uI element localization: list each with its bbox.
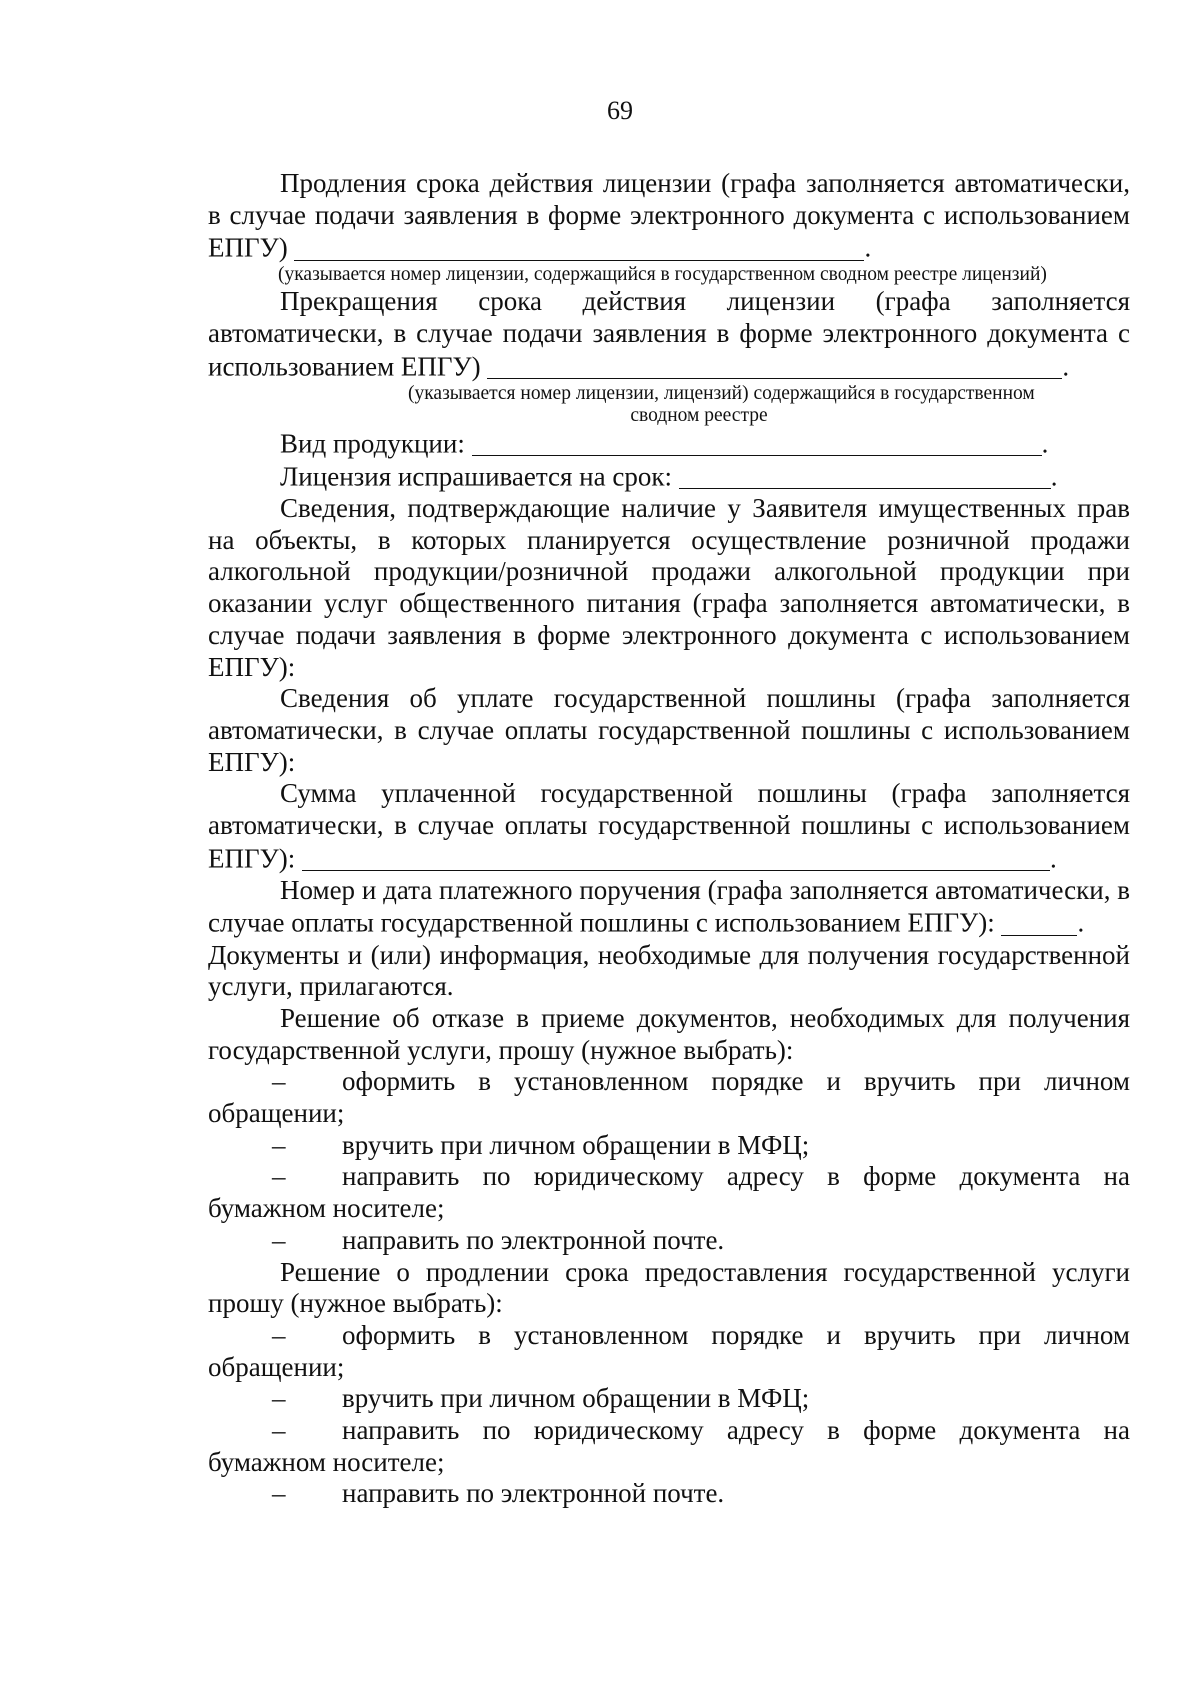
- footnote-registry-line2: сводном реестре: [630, 404, 768, 426]
- list-item: – направить по электронной почте.: [208, 1478, 1130, 1510]
- paragraph-refusal-decision: Решение об отказе в приеме документов, необходимых для получения государственной услуги, прошу (нужное выбрать):: [208, 1002, 1130, 1065]
- list-item: – оформить в установленном порядке и вручить при личном обращении;: [208, 1066, 1130, 1129]
- dash-marker: –: [272, 1161, 286, 1192]
- paragraph-text: Продления срока действия лицензии (графа заполняется автоматически, в случае подачи заявления в форме электронного документа с использованием ЕПГУ): [208, 168, 1130, 263]
- refusal-options-list: [208, 1066, 1130, 1256]
- dash-marker: –: [272, 1224, 286, 1255]
- dash-marker: –: [272, 1129, 286, 1160]
- paragraph-extension-decision: Решение о продлении срока предоставления государственной услуги прошу (нужное выбрать):: [208, 1256, 1130, 1319]
- fill-in-line: [487, 350, 1062, 379]
- extension-options-list: [208, 1320, 1130, 1510]
- paragraph-payment-order: Номер и дата платежного поручения (графа заполняется автоматически, в случае оплаты государственной пошлины с использованием ЕПГУ): .: [208, 874, 1130, 938]
- paragraph-fee-amount: Сумма уплаченной государственной пошлины (графа заполняется автоматически, в случае оплаты государственной пошлины с использованием ЕПГУ): .: [208, 778, 1130, 874]
- dash-marker: –: [272, 1478, 286, 1509]
- paragraph-product-type: Вид продукции: .: [280, 428, 1049, 459]
- list-item: – вручить при личном обращении в МФЦ;: [208, 1383, 1130, 1415]
- dash-marker: –: [272, 1319, 286, 1350]
- list-item: – направить по юридическому адресу в форме документа на бумажном носителе;: [208, 1161, 1130, 1224]
- list-item: – направить по электронной почте.: [208, 1225, 1130, 1257]
- paragraph-property-rights: Сведения, подтверждающие наличие у Заявителя имущественных прав на объекты, в которых планируется осуществление розничной продажи алкогольной продукции/розничной продажи алкогольной продукции при оказании услуг общественного питания (графа заполняется автоматически, в случае подачи заявления в форме электронного документа с использованием ЕПГУ):: [208, 493, 1130, 682]
- list-item: – оформить в установленном порядке и вручить при личном обращении;: [208, 1319, 1130, 1382]
- footnote-license-number: (указывается номер лицензии, содержащийся в государственном сводном реестре лицензий): [278, 264, 1047, 286]
- footnote-registry-line1: (указывается номер лицензии, лицензий) содержащийся в государственном: [408, 382, 1035, 404]
- page-number: 69: [607, 96, 633, 125]
- fill-in-line: [472, 427, 1042, 456]
- list-item: – направить по юридическому адресу в форме документа на бумажном носителе;: [208, 1415, 1130, 1477]
- paragraph-state-fee: Сведения об уплате государственной пошлины (графа заполняется автоматически, в случае оплаты государственной пошлины с использованием ЕПГУ):: [208, 683, 1130, 777]
- list-item: – вручить при личном обращении в МФЦ;: [208, 1130, 1130, 1162]
- paragraph-license-extension: Продления срока действия лицензии (графа заполняется автоматически, в случае подачи заявления в форме электронного документа с использованием ЕПГУ) .: [208, 168, 1130, 263]
- paragraph-license-term: Лицензия испрашивается на срок: .: [280, 461, 1058, 492]
- paragraph-documents-attached: Документы и (или) информация, необходимые для получения государственной услуги, прилагаются.: [208, 939, 1130, 1002]
- dash-marker: –: [272, 1066, 286, 1097]
- fill-in-line: [302, 842, 1050, 871]
- fill-in-line: [679, 460, 1051, 489]
- fill-in-line: [294, 231, 864, 260]
- document-body: [208, 168, 1130, 1510]
- dash-marker: –: [272, 1415, 286, 1446]
- paragraph-text: Прекращения срока действия лицензии (графа заполняется автоматически, в случае подачи заявления в форме электронного документа с использованием ЕПГУ): [208, 286, 1130, 382]
- dash-marker: –: [272, 1383, 286, 1414]
- fill-in-line: [1001, 906, 1077, 935]
- paragraph-license-termination: Прекращения срока действия лицензии (графа заполняется автоматически, в случае подачи заявления в форме электронного документа с использованием ЕПГУ) .: [208, 286, 1130, 382]
